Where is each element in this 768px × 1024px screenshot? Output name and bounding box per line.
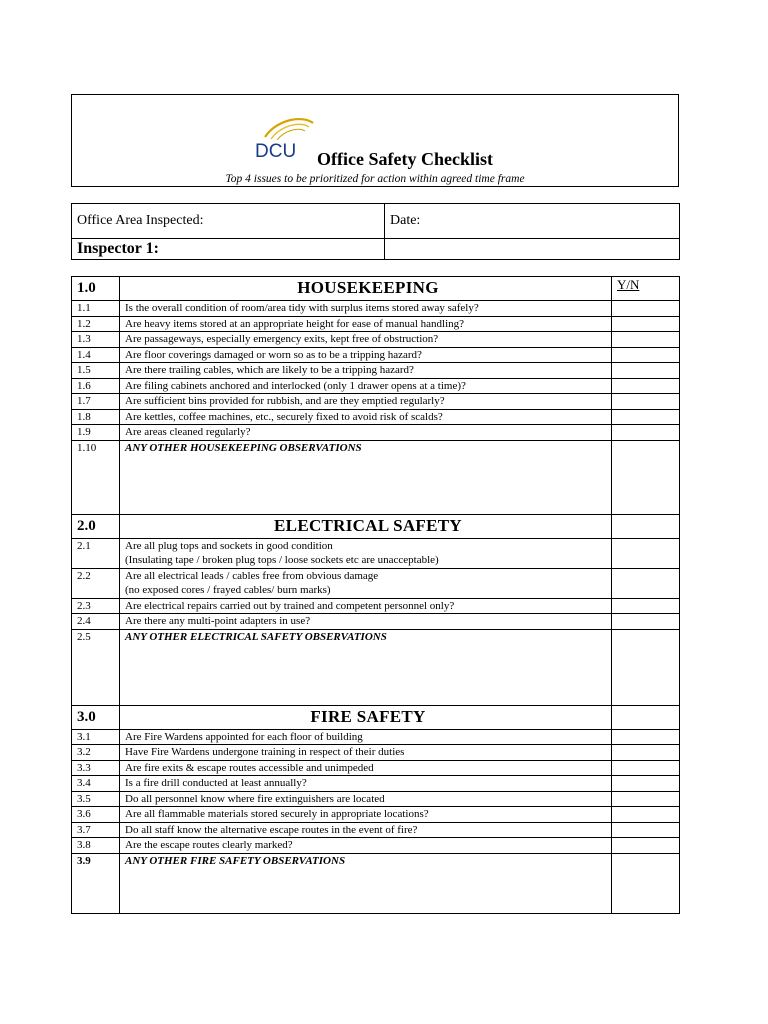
item-number: 1.3: [72, 332, 120, 348]
item-number: 2.1: [72, 538, 120, 568]
checklist-item-row: [72, 838, 680, 854]
inspection-info-table: [71, 203, 680, 260]
item-question: [120, 378, 612, 394]
item-question: [120, 332, 612, 348]
section-header-row: [72, 514, 680, 538]
section-title: ELECTRICAL SAFETY: [120, 514, 612, 538]
observations-yn-cell[interactable]: [612, 853, 680, 913]
section-header-row: [72, 277, 680, 301]
inspector-field[interactable]: [72, 239, 385, 260]
item-question-text: Are all flammable materials stored securely in appropriate locations?: [125, 808, 429, 820]
item-number: 3.6: [72, 807, 120, 823]
item-question-note: (no exposed cores / frayed cables/ burn marks): [125, 584, 331, 596]
yn-answer-cell[interactable]: [612, 301, 680, 317]
page-title: Office Safety Checklist: [317, 149, 493, 169]
section-number: 2.0: [72, 514, 120, 538]
section-number: 1.0: [72, 277, 120, 301]
date-field[interactable]: [385, 204, 680, 239]
item-number: 1.2: [72, 316, 120, 332]
yn-answer-cell[interactable]: [612, 791, 680, 807]
observations-yn-cell[interactable]: [612, 629, 680, 705]
item-number: 3.1: [72, 729, 120, 745]
checklist-item-row: [72, 614, 680, 630]
item-question-text: Do all staff know the alternative escape routes in the event of fire?: [125, 823, 418, 836]
item-question-text: Are filing cabinets anchored and interlocked (only 1 drawer opens at a time)?: [125, 379, 466, 392]
yn-answer-cell[interactable]: [612, 776, 680, 792]
item-question-text: Are all plug tops and sockets in good condition: [125, 539, 333, 552]
item-number: 2.2: [72, 568, 120, 598]
checklist-item-row: [72, 425, 680, 441]
yn-answer-cell[interactable]: [612, 807, 680, 823]
item-question: [120, 822, 612, 838]
item-question: [120, 409, 612, 425]
yn-column-header: Y/N: [612, 277, 680, 301]
item-question-text: Are all electrical leads / cables free from obvious damage: [125, 569, 379, 582]
item-question: [120, 538, 612, 568]
item-question-text: Are there any multi-point adapters in use?: [125, 615, 311, 627]
yn-answer-cell[interactable]: [612, 363, 680, 379]
checklist-item-row: [72, 729, 680, 745]
observations-field[interactable]: ANY OTHER ELECTRICAL SAFETY OBSERVATIONS: [120, 629, 612, 705]
observations-number: 1.10: [72, 440, 120, 514]
item-question-text: Are passageways, especially emergency exits, kept free of obstruction?: [125, 333, 439, 345]
item-question: [120, 394, 612, 410]
yn-answer-cell[interactable]: [612, 822, 680, 838]
yn-answer-cell[interactable]: [612, 409, 680, 425]
item-question-note: (Insulating tape / broken plug tops / loose sockets etc are unacceptable): [125, 554, 439, 566]
item-question-text: Do all personnel know where fire extinguishers are located: [125, 792, 385, 805]
item-number: 1.6: [72, 378, 120, 394]
checklist-item-row: [72, 363, 680, 379]
item-question: [120, 425, 612, 441]
yn-answer-cell[interactable]: [612, 425, 680, 441]
yn-column-header: [612, 705, 680, 729]
item-question: [120, 745, 612, 761]
observations-yn-cell[interactable]: [612, 440, 680, 514]
item-number: 1.9: [72, 425, 120, 441]
yn-answer-cell[interactable]: [612, 568, 680, 598]
item-question: [120, 316, 612, 332]
yn-answer-cell[interactable]: [612, 598, 680, 614]
item-question: [120, 760, 612, 776]
yn-answer-cell[interactable]: [612, 332, 680, 348]
observations-field[interactable]: ANY OTHER FIRE SAFETY OBSERVATIONS: [120, 853, 612, 913]
checklist-item-row: [72, 760, 680, 776]
checklist-item-row: [72, 598, 680, 614]
yn-answer-cell[interactable]: [612, 838, 680, 854]
dcu-logo: [251, 115, 317, 163]
checklist-item-row: [72, 776, 680, 792]
item-number: 3.3: [72, 760, 120, 776]
checklist-item-row: [72, 316, 680, 332]
page-subtitle: Top 4 issues to be prioritized for action within agreed time frame: [225, 173, 525, 185]
item-question: [120, 568, 612, 598]
item-number: 3.8: [72, 838, 120, 854]
item-question: [120, 614, 612, 630]
yn-answer-cell[interactable]: [612, 745, 680, 761]
item-question: [120, 301, 612, 317]
section-header-row: [72, 705, 680, 729]
safety-checklist-table: [71, 276, 680, 914]
checklist-item-row: [72, 791, 680, 807]
item-question-text: Have Fire Wardens undergone training in respect of their duties: [125, 746, 405, 758]
checklist-item-row: [72, 409, 680, 425]
item-number: 2.4: [72, 614, 120, 630]
inspector-value-field[interactable]: [385, 239, 680, 260]
item-question-text: Are kettles, coffee machines, etc., securely fixed to avoid risk of scalds?: [125, 410, 443, 423]
item-number: 3.2: [72, 745, 120, 761]
item-number: 3.7: [72, 822, 120, 838]
item-question: [120, 347, 612, 363]
checklist-item-row: [72, 394, 680, 410]
observations-field[interactable]: ANY OTHER HOUSEKEEPING OBSERVATIONS: [120, 440, 612, 514]
item-question: [120, 363, 612, 379]
item-question-text: Are the escape routes clearly marked?: [125, 839, 293, 851]
observations-row: [72, 440, 680, 514]
item-number: 3.5: [72, 791, 120, 807]
area-inspected-label: Office Area Inspected:: [77, 213, 204, 228]
item-number: 2.3: [72, 598, 120, 614]
logo-text: DCU: [255, 141, 297, 162]
observations-number: 2.5: [72, 629, 120, 705]
item-question-text: Are heavy items stored at an appropriate height for ease of manual handling?: [125, 317, 465, 330]
section-title: FIRE SAFETY: [120, 705, 612, 729]
item-question-text: Are there trailing cables, which are likely to be a tripping hazard?: [125, 364, 414, 376]
item-number: 1.1: [72, 301, 120, 317]
item-number: 3.4: [72, 776, 120, 792]
date-label: Date:: [390, 213, 421, 228]
item-question: [120, 776, 612, 792]
header-box: [71, 94, 679, 187]
checklist-item-row: [72, 301, 680, 317]
yn-answer-cell[interactable]: [612, 760, 680, 776]
item-question-text: Are areas cleaned regularly?: [125, 426, 251, 438]
checklist-item-row: [72, 332, 680, 348]
item-question: [120, 791, 612, 807]
yn-answer-cell[interactable]: [612, 347, 680, 363]
item-question: [120, 838, 612, 854]
yn-answer-cell[interactable]: [612, 729, 680, 745]
checklist-item-row: [72, 745, 680, 761]
checklist-item-row: [72, 378, 680, 394]
checklist-item-row: [72, 807, 680, 823]
item-question: [120, 807, 612, 823]
item-number: 1.8: [72, 409, 120, 425]
item-number: 1.5: [72, 363, 120, 379]
observations-number: 3.9: [72, 853, 120, 913]
yn-answer-cell[interactable]: [612, 316, 680, 332]
item-question: [120, 729, 612, 745]
item-question-text: Are floor coverings damaged or worn so as to be a tripping hazard?: [125, 348, 422, 361]
yn-answer-cell[interactable]: [612, 394, 680, 410]
item-question-text: Is the overall condition of room/area tidy with surplus items stored away safely?: [125, 302, 479, 314]
yn-answer-cell[interactable]: [612, 538, 680, 568]
item-question-text: Are Fire Wardens appointed for each floor of building: [125, 730, 363, 743]
area-inspected-field[interactable]: [72, 204, 385, 239]
checklist-item-row: [72, 822, 680, 838]
item-question: [120, 598, 612, 614]
item-number: 1.4: [72, 347, 120, 363]
checklist-item-row: [72, 347, 680, 363]
observations-row: [72, 853, 680, 913]
checklist-item-row: [72, 568, 680, 598]
item-question-text: Are electrical repairs carried out by trained and competent personnel only?: [125, 599, 455, 612]
item-number: 1.7: [72, 394, 120, 410]
yn-answer-cell[interactable]: [612, 378, 680, 394]
item-question-text: Is a fire drill conducted at least annually?: [125, 777, 307, 789]
yn-answer-cell[interactable]: [612, 614, 680, 630]
checklist-item-row: [72, 538, 680, 568]
section-title: HOUSEKEEPING: [120, 277, 612, 301]
observations-row: [72, 629, 680, 705]
section-number: 3.0: [72, 705, 120, 729]
yn-column-header: [612, 514, 680, 538]
item-question-text: Are fire exits & escape routes accessible and unimpeded: [125, 761, 374, 774]
inspector-label: Inspector 1:: [77, 240, 159, 257]
item-question-text: Are sufficient bins provided for rubbish, and are they emptied regularly?: [125, 395, 445, 407]
